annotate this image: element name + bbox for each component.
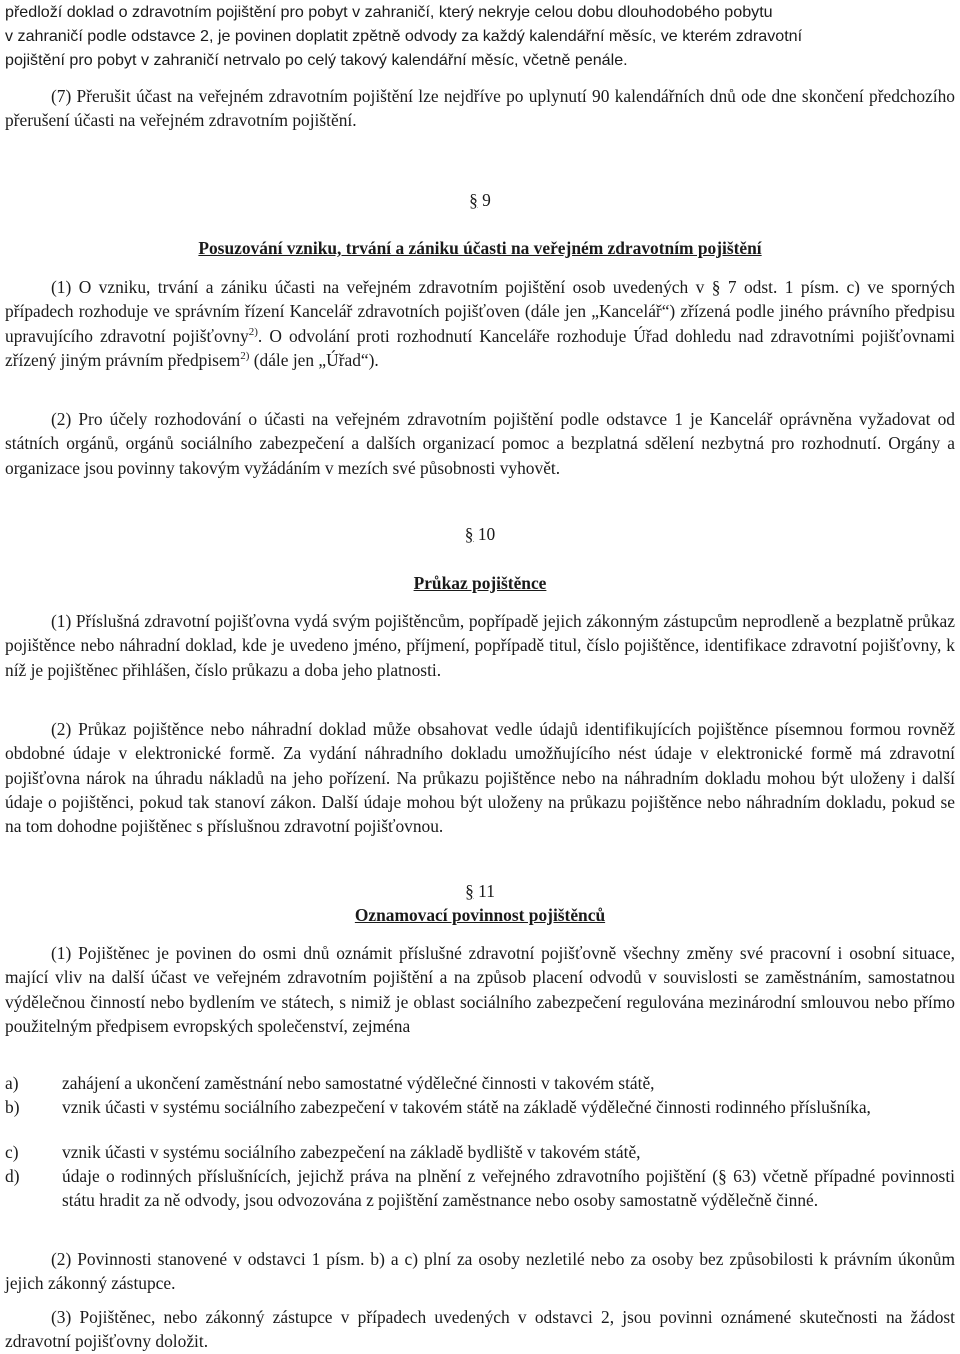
list-label: a) xyxy=(5,1073,19,1093)
section-number: 10 xyxy=(477,524,496,544)
list-text: zahájení a ukončení zaměstnání nebo samostatné výdělečné činnosti v takovém státě, xyxy=(62,1073,655,1093)
text-part: . O odvolání proti rozhodnutí Kanceláře rozhoduje Úřad dohledu nad zdravotními pojišťovnami zřízený jiným právním předpisem xyxy=(5,325,955,370)
text-part: (dále jen „Úřad“). xyxy=(249,349,379,370)
intro-line-2: v zahraničí podle odstavce 2, je povinen doplatit zpětně odvody za každý kalendářní měsíc, ve kterém zdravotní xyxy=(5,27,803,45)
section-10-paragraph-2: (2) Průkaz pojištěnce nebo náhradní doklad může obsahovat vedle údajů identifikujících pojištěnce písemnou formou rovněž obdobné údaje v elektronické formě. Za vydání náhradního dokladu umožňujícího nést údaje v elektronické formě má zdravotní pojišťovna nárok na úhradu nákladů na jeho pořízení. Na průkazu pojištěnce nebo na náhradním dokladu mohou být uloženy i další údaje o pojištěnci, pokud tak stanoví zákon. Další údaje mohou být uloženy na průkazu pojištěnce nebo náhradním dokladu, pokud se na tom dohodne pojištěnec s příslušnou zdravotní pojišťovnou. xyxy=(5,719,955,837)
footnote-ref: 2) xyxy=(248,325,258,338)
section-symbol: § xyxy=(464,524,474,544)
text-part: (1) O vzniku, trvání a zániku účasti na veřejném zdravotním pojištění osob uvedených v § 7 odst. 1 písm. c) ve sporných případech rozhoduje ve správním řízení Kancelář zdravotních pojišťoven (dále jen „Kancelář“) zřízená podle jiného právního předpisu upravujícího zdravotní pojišťovny xyxy=(5,277,955,346)
section-9-paragraph-2: (2) Pro účely rozhodování o účasti na veřejném zdravotním pojištění podle odstavce 1 je Kancelář oprávněna vyžadovat od státních orgánů, orgánů sociálního zabezpečení a dalších organizací pomoc a bezplatná sdělení nezbytná pro rozhodnutí. Orgány a organizace jsou povinny takovým vyžádáním v mezích své působnosti vyhovět. xyxy=(5,409,955,478)
section-10-paragraph-1: (1) Příslušná zdravotní pojišťovna vydá svým pojištěncům, popřípadě jejich zákonným zástupcům neprodleně a bezplatně průkaz pojištěnce nebo náhradní doklad, kde je uvedeno jméno, příjmení, popřípadě titul, číslo pojištěnce, identifikace zdravotní pojišťovny, k níž je pojištěnec přihlášen, číslo průkazu a doba jeho platnosti. xyxy=(5,611,955,680)
section-symbol: § xyxy=(465,881,474,901)
section-9-paragraph-1 xyxy=(5,275,955,372)
list-label: c) xyxy=(5,1142,19,1162)
section-11-number xyxy=(0,881,960,902)
list-label: d) xyxy=(5,1166,20,1186)
footnote-ref: 2) xyxy=(240,350,250,363)
section-number: 9 xyxy=(482,190,491,210)
section-11-title: Oznamovací povinnost pojištěnců xyxy=(354,905,606,925)
list-text: vznik účasti v systému sociálního zabezpečení v takovém státě na základě výdělečné činnosti rodinného příslušníka, xyxy=(62,1097,871,1117)
list-item-b xyxy=(5,1095,955,1119)
list-item-d xyxy=(5,1164,955,1213)
section-number: 11 xyxy=(478,881,495,901)
section-11-paragraph-1: (1) Pojištěnec je povinen do osmi dnů oznámit příslušné zdravotní pojišťovně všechny změny své pracovní i osobní situace, mající vliv na další účast ve veřejném zdravotním pojištění a na způsob placení odvodů v souvislosti se zaměstnáním, samostatnou výdělečnou činností nebo bydlením ve státech, s nimiž je oblast sociálního zabezpečení regulována mezinárodní smlouvou nebo přímo použitelným předpisem evropských společenství, zejména xyxy=(5,943,955,1036)
section-10-title: Průkaz pojištěnce xyxy=(413,573,547,593)
section-symbol: § xyxy=(469,190,478,210)
list-text: údaje o rodinných příslušnících, jejichž práva na plnění z veřejného zdravotního pojištění (§ 63) včetně případné povinnosti státu hradit za ně odvody, jsou odvozována z pojištění zaměstnance nebo osoby samostatně výdělečně činné. xyxy=(62,1166,955,1211)
section-9-number xyxy=(0,190,960,211)
intro-line-1: předloží doklad o zdravotním pojištění pro pobyt v zahraničí, který nekryje celou dobu dlouhodobého pobytu xyxy=(5,3,773,21)
list-item-a xyxy=(5,1071,955,1095)
intro-line-3: pojištění pro pobyt v zahraničí netrvalo po celý takový kalendářní měsíc, včetně penále. xyxy=(5,51,628,69)
list-label: b) xyxy=(5,1097,20,1117)
section-9-title: Posuzování vzniku, trvání a zániku účasti na veřejném zdravotním pojištění xyxy=(198,238,762,258)
section-11-paragraph-3: (3) Pojištěnec, nebo zákonný zástupce v případech uvedených v odstavci 2, jsou povinni oznámené skutečnosti na žádost zdravotní pojišťovny doložit. xyxy=(5,1307,955,1352)
list-item-c xyxy=(5,1140,955,1164)
list-text: vznik účasti v systému sociálního zabezpečení na základě bydliště v takovém státě, xyxy=(62,1142,641,1162)
section-11-paragraph-2: (2) Povinnosti stanovené v odstavci 1 písm. b) a c) plní za osoby nezletilé nebo za osoby bez způsobilosti k právním úkonům jejich zákonný zástupce. xyxy=(5,1249,955,1294)
section-10-number xyxy=(0,524,960,545)
paragraph-7: (7) Přerušit účast na veřejném zdravotním pojištění lze nejdříve po uplynutí 90 kalendářních dnů ode dne skončení předchozího přerušení účasti na veřejném zdravotním pojištění. xyxy=(5,86,955,131)
